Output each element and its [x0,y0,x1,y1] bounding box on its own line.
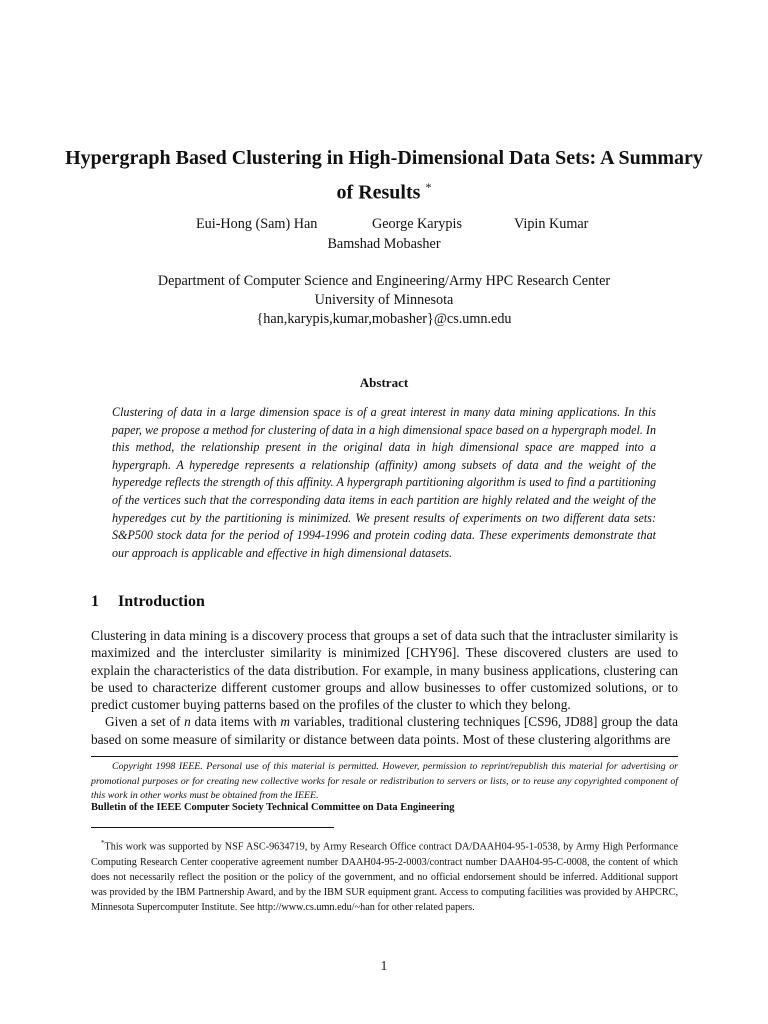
paper-title [60,144,708,208]
footnote-text: This work was supported by NSF ASC-9634719, by Army Research Office contract DA/DAAH04-95-1-0538, by Army High Performance Computing Research Center cooperative agreement number DAAH04-95-2-0003/contract number DAAH04-95-C-0008, the content of which does not necessarily reflect the position or the policy of the government, and no official endorsement should be inferred. Additional support was provided by the IBM Partnership Award, and by the IBM SUR equipment grant. Access to computing facilities was provided by AHPCRC, Minnesota Supercomputer Institute. See http://www.cs.umn.edu/~han for other related papers. [91,841,678,914]
affiliation-emails: {han,karypis,kumar,mobasher}@cs.umn.edu [256,311,512,327]
footnote [91,836,678,915]
author-han: Eui-Hong (Sam) Han [196,216,318,232]
math-variable-m: m [280,714,290,730]
intro-paragraph-2-part-c: variables, traditional clustering techniques [CS96, JD88] group the data based on some measure of similarity or distance between data points. Most of these clustering algorithms are [91,714,679,747]
section-number: 1 [91,593,99,610]
affiliation-university: University of Minnesota [314,292,454,308]
footnote-divider [91,827,334,828]
copyright-notice [91,760,678,804]
author-karypis: George Karypis [372,216,462,232]
author-mobasher: Bamshad Mobasher [327,236,441,252]
abstract-text: Clustering of data in a large dimension space is of a great interest in many data mining applications. In this paper, we propose a method for clustering of data in a high dimensional space based on a hypergraph model. In this method, the relationship present in the original data in high dimensional space are mapped into a hypergraph. A hyperedge represents a relationship (affinity) among subsets of data and the weight of the hyperedge reflects the strength of this affinity. A hypergraph partitioning algorithm is used to find a partitioning of the vertices such that the corresponding data items in each partition are highly related and the weight of the hyperedges cut by the partitioning is minimized. We present results of experiments on two different data sets: S&P500 stock data for the period of 1994-1996 and protein coding data. These experiments demonstrate that our approach is applicable and effective in high dimensional datasets. [112,405,656,560]
math-variable-n: n [184,714,191,730]
affiliation-department: Department of Computer Science and Engineering/Army HPC Research Center [157,273,611,289]
intro-paragraph-1: Clustering in data mining is a discovery process that groups a set of data such that the intracluster similarity is maximized and the intercluster similarity is minimized [CHY96]. These discovered clusters are used to explain the characteristics of the data distribution. For example, in many business applications, clustering can be used to characterize different customer groups and allow businesses to offer customized solutions, or to predict customer buying patterns based on the profiles of the cluster to which they belong. [91,628,678,713]
intro-paragraph-2-part-b: data items with [190,714,281,730]
author-list [0,216,768,236]
paper-title-text: Hypergraph Based Clustering in High-Dimensional Data Sets: A Summary of Results [65,147,703,204]
introduction-body [91,627,678,748]
section-heading [91,593,205,611]
affiliation [60,272,708,329]
author-kumar: Vipin Kumar [514,216,589,232]
title-footnote-mark: * [425,180,432,194]
section-title: Introduction [118,593,205,610]
footnote-paragraph [91,836,678,915]
page-number: 1 [380,958,388,973]
abstract-heading: Abstract [359,375,409,390]
copyright-text: Copyright 1998 IEEE. Personal use of this material is permitted. However, permission to reprint/republish this material for advertising or promotional purposes or for creating new collective works for resale or redistribution to servers or lists, or to reuse any copyrighted component of this work in other works must be obtained from the IEEE. [91,761,678,801]
copyright-divider [91,756,678,757]
footnote-mark: * [101,839,105,847]
intro-paragraph-2-part-a: Given a set of [105,714,185,730]
intro-paragraph-2 [91,713,678,748]
bulletin-line: Bulletin of the IEEE Computer Society Technical Committee on Data Engineering [91,802,455,813]
